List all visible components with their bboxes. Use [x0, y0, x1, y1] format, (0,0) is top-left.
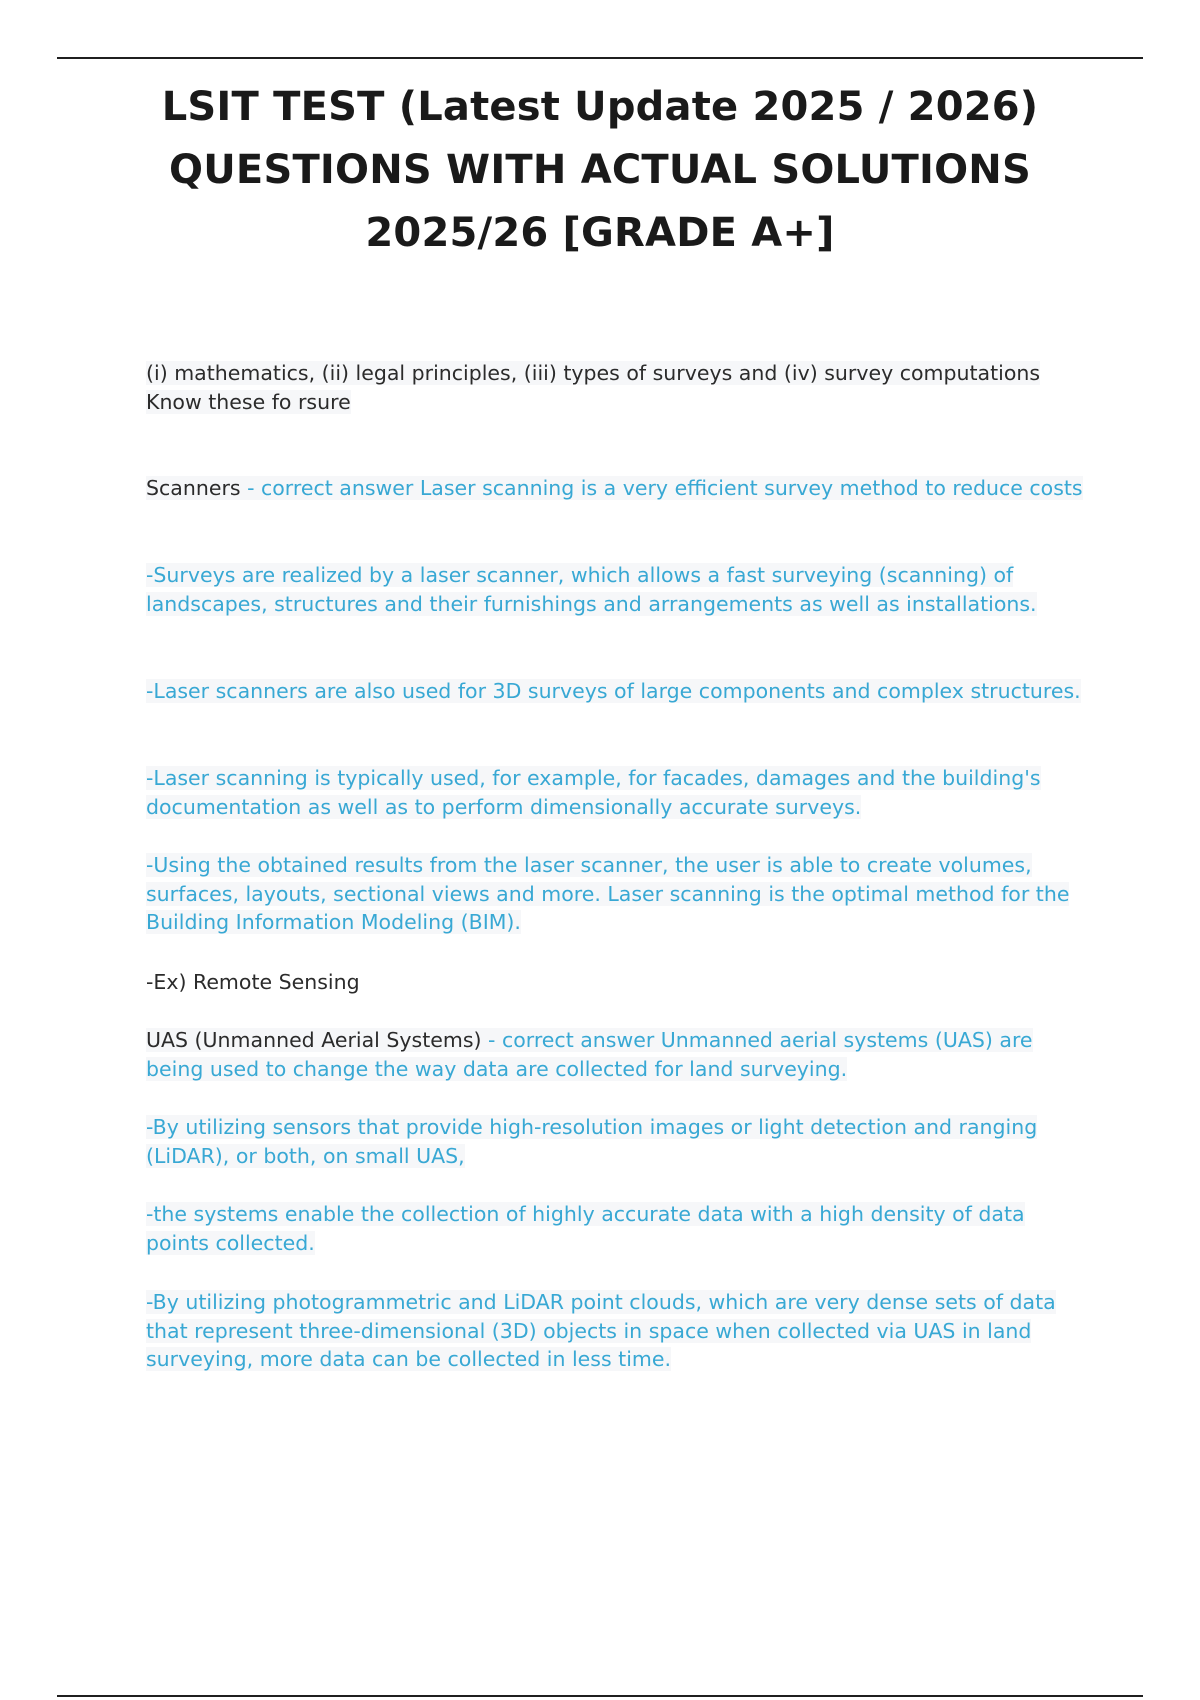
uas-point-3: [146, 1288, 1086, 1374]
document-title: [100, 76, 1100, 265]
uas-term: UAS (Unmanned Aerial Systems): [146, 1028, 482, 1052]
scanners-point-4: [146, 851, 1086, 937]
scanners-point-3-text: -Laser scanning is typically used, for example, for facades, damages and the building's documentation as well as to perform dimensionally accurate surveys.: [146, 766, 1041, 819]
scanners-example-text: -Ex) Remote Sensing: [146, 970, 360, 994]
scanners-example: [146, 968, 1086, 997]
uas-point-3-text: -By utilizing photogrammetric and LiDAR point clouds, which are very dense sets of data that represent three-dimensional (3D) objects in space when collected via UAS in land surveying, more data can be collected in less time.: [146, 1290, 1056, 1371]
title-line-3: 2025/26 [GRADE A+]: [365, 210, 835, 256]
uas-question: [146, 1026, 1086, 1083]
uas-answer: - correct answer Unmanned aerial systems (UAS) are being used to change the way data are collected for land surveying.: [146, 1028, 1033, 1081]
bottom-rule: [57, 1695, 1143, 1697]
uas-point-2: [146, 1200, 1086, 1257]
uas-point-1: [146, 1113, 1086, 1170]
title-line-2: QUESTIONS WITH ACTUAL SOLUTIONS: [169, 147, 1031, 193]
intro-line-2: Know these fo rsure: [146, 389, 351, 414]
top-rule: [57, 57, 1143, 59]
scanners-question: [146, 474, 1086, 503]
scanners-point-1: [146, 561, 1086, 618]
uas-point-2-text: -the systems enable the collection of highly accurate data with a high density of data points collected.: [146, 1202, 1025, 1255]
scanners-point-2: [146, 677, 1086, 706]
scanners-point-2-text: -Laser scanners are also used for 3D surveys of large components and complex structures.: [146, 679, 1081, 703]
intro-paragraph: [146, 359, 1086, 416]
scanners-point-4-text: -Using the obtained results from the laser scanner, the user is able to create volumes, surfaces, layouts, sectional views and more. Laser scanning is the optimal method for the Building Information Modeling (BIM).: [146, 853, 1070, 934]
scanners-answer: - correct answer Laser scanning is a very efficient survey method to reduce costs: [240, 476, 1083, 500]
scanners-point-1-text: -Surveys are realized by a laser scanner, which allows a fast surveying (scanning) of landscapes, structures and their furnishings and arrangements as well as installations.: [146, 563, 1037, 616]
scanners-term: Scanners: [146, 476, 241, 500]
uas-point-1-text: -By utilizing sensors that provide high-resolution images or light detection and ranging (LiDAR), or both, on small UAS,: [146, 1115, 1038, 1168]
intro-line-1: (i) mathematics, (ii) legal principles, (iii) types of surveys and (iv) survey computations: [146, 361, 1041, 385]
title-line-1: LSIT TEST (Latest Update 2025 / 2026): [161, 84, 1039, 130]
scanners-point-3: [146, 764, 1086, 821]
